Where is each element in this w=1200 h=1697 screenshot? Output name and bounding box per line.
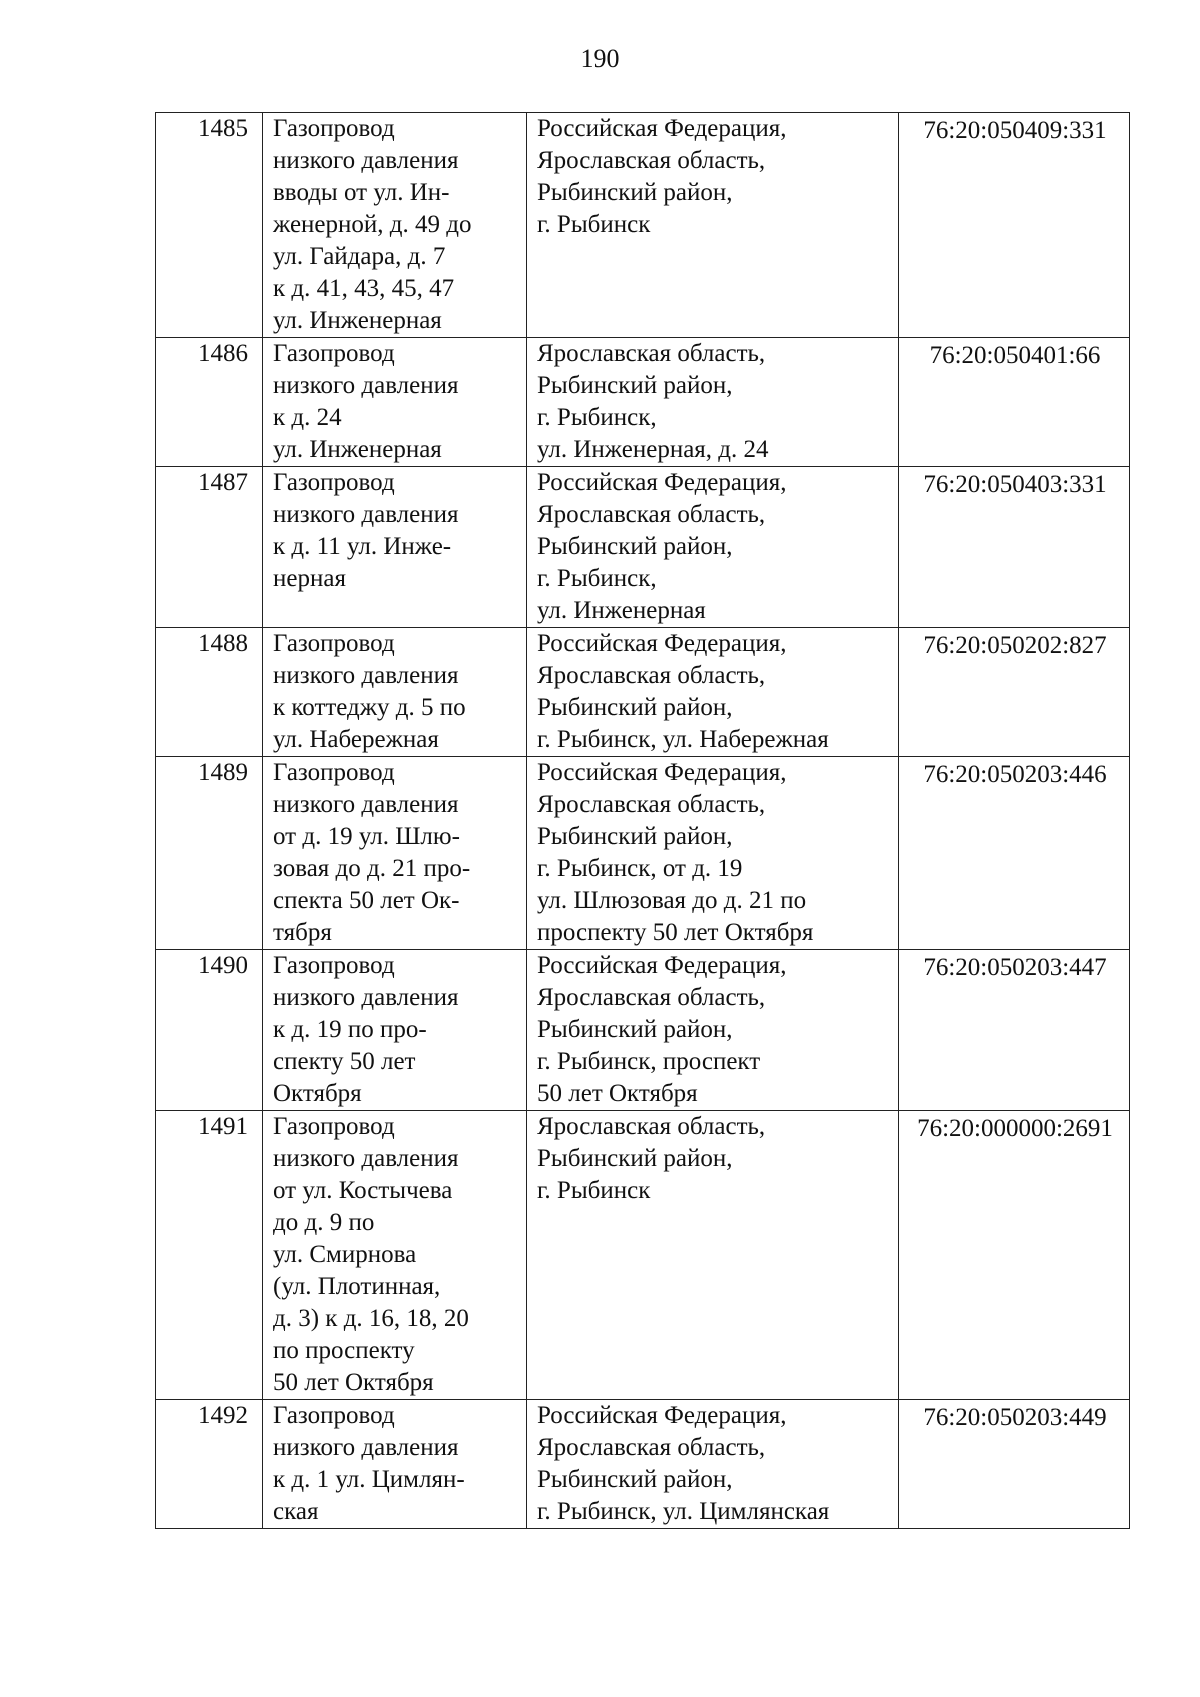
object-name-cell xyxy=(263,1400,527,1529)
table-row xyxy=(156,467,1130,628)
object-name-line: зовая до д. 21 про- xyxy=(273,855,471,882)
address-line: Рыбинский район, xyxy=(537,533,733,560)
object-name-line: от ул. Костычева xyxy=(273,1177,453,1204)
object-name-line: низкого давления xyxy=(273,791,459,818)
object-name-line: к д. 1 ул. Цимлян- xyxy=(273,1466,465,1493)
address-line: ул. Инженерная, д. 24 xyxy=(537,436,769,463)
address-cell xyxy=(527,113,899,338)
row-number-cell: 1490 xyxy=(156,950,263,1111)
object-name-line: (ул. Плотинная, xyxy=(273,1273,441,1300)
object-name-line: ул. Гайдара, д. 7 xyxy=(273,243,446,270)
address-line: Российская Федерация, xyxy=(537,759,787,786)
object-name-cell xyxy=(263,628,527,757)
object-name-line: 50 лет Октября xyxy=(273,1369,434,1396)
address-line: г. Рыбинск xyxy=(537,1177,651,1204)
object-name-line: от д. 19 ул. Шлю- xyxy=(273,823,460,850)
address-line: Ярославская область, xyxy=(537,501,766,528)
address-line: г. Рыбинск, ул. Набережная xyxy=(537,726,829,753)
address-line: Российская Федерация, xyxy=(537,1402,787,1429)
object-name-line: спекту 50 лет xyxy=(273,1048,416,1075)
row-number-cell: 1485 xyxy=(156,113,263,338)
object-name-cell xyxy=(263,467,527,628)
cadastral-number-cell: 76:20:050403:331 xyxy=(899,467,1130,628)
object-name-cell xyxy=(263,757,527,950)
address-cell xyxy=(527,950,899,1111)
table-row xyxy=(156,1111,1130,1400)
address-line: Рыбинский район, xyxy=(537,179,733,206)
table-row xyxy=(156,1400,1130,1529)
object-name-line: д. 3) к д. 16, 18, 20 xyxy=(273,1305,469,1332)
cadastral-number-cell: 76:20:050202:827 xyxy=(899,628,1130,757)
register-table-body xyxy=(156,113,1130,1529)
object-name-line: спекта 50 лет Ок- xyxy=(273,887,460,914)
row-number-cell: 1489 xyxy=(156,757,263,950)
address-line: Рыбинский район, xyxy=(537,694,733,721)
object-name-line: Газопровод xyxy=(273,630,395,657)
object-name-line: ская xyxy=(273,1498,319,1525)
row-number-cell: 1487 xyxy=(156,467,263,628)
address-cell xyxy=(527,628,899,757)
address-line: Рыбинский район, xyxy=(537,823,733,850)
address-line: г. Рыбинск, xyxy=(537,404,657,431)
table-row xyxy=(156,113,1130,338)
address-cell xyxy=(527,1400,899,1529)
address-line: проспекту 50 лет Октября xyxy=(537,919,814,946)
address-line: Ярославская область, xyxy=(537,147,766,174)
address-line: Рыбинский район, xyxy=(537,1145,733,1172)
address-line: ул. Инженерная xyxy=(537,597,706,624)
object-name-line: к д. 11 ул. Инже- xyxy=(273,533,452,560)
address-line: Ярославская область, xyxy=(537,984,766,1011)
address-cell xyxy=(527,757,899,950)
object-name-line: Газопровод xyxy=(273,1113,395,1140)
row-number-cell: 1488 xyxy=(156,628,263,757)
address-cell xyxy=(527,1111,899,1400)
object-name-line: нерная xyxy=(273,565,346,592)
address-line: Ярославская область, xyxy=(537,1113,766,1140)
table-row xyxy=(156,950,1130,1111)
address-line: г. Рыбинск, ул. Цимлянская xyxy=(537,1498,830,1525)
object-name-line: низкого давления xyxy=(273,147,459,174)
object-name-cell xyxy=(263,113,527,338)
table-row xyxy=(156,757,1130,950)
cadastral-number-cell: 76:20:050203:447 xyxy=(899,950,1130,1111)
object-name-line: низкого давления xyxy=(273,372,459,399)
object-name-line: низкого давления xyxy=(273,1434,459,1461)
object-name-line: Газопровод xyxy=(273,115,395,142)
table-row xyxy=(156,628,1130,757)
address-line: Российская Федерация, xyxy=(537,469,787,496)
cadastral-number-cell: 76:20:050203:446 xyxy=(899,757,1130,950)
address-line: г. Рыбинск xyxy=(537,211,651,238)
object-name-line: к д. 19 по про- xyxy=(273,1016,427,1043)
address-cell xyxy=(527,338,899,467)
object-name-line: низкого давления xyxy=(273,1145,459,1172)
object-name-cell xyxy=(263,950,527,1111)
address-line: г. Рыбинск, от д. 19 xyxy=(537,855,743,882)
object-name-cell xyxy=(263,338,527,467)
object-name-line: Газопровод xyxy=(273,759,395,786)
table-row xyxy=(156,338,1130,467)
object-name-line: низкого давления xyxy=(273,501,459,528)
address-line: Ярославская область, xyxy=(537,1434,766,1461)
object-name-cell xyxy=(263,1111,527,1400)
object-name-line: Газопровод xyxy=(273,340,395,367)
object-name-line: низкого давления xyxy=(273,984,459,1011)
address-line: Российская Федерация, xyxy=(537,952,787,979)
page-number: 190 xyxy=(580,44,620,73)
object-name-line: по проспекту xyxy=(273,1337,415,1364)
cadastral-number-cell: 76:20:050203:449 xyxy=(899,1400,1130,1529)
cadastral-number-cell: 76:20:050409:331 xyxy=(899,113,1130,338)
address-line: Рыбинский район, xyxy=(537,1016,733,1043)
object-name-line: к д. 41, 43, 45, 47 xyxy=(273,275,455,302)
object-name-line: ул. Инженерная xyxy=(273,307,442,334)
address-line: Рыбинский район, xyxy=(537,1466,733,1493)
object-name-line: ул. Смирнова xyxy=(273,1241,417,1268)
row-number-cell: 1491 xyxy=(156,1111,263,1400)
object-name-line: ул. Набережная xyxy=(273,726,439,753)
address-line: Ярославская область, xyxy=(537,662,766,689)
row-number-cell: 1486 xyxy=(156,338,263,467)
address-line: г. Рыбинск, проспект xyxy=(537,1048,761,1075)
address-line: Ярославская область, xyxy=(537,340,766,367)
object-name-line: к д. 24 xyxy=(273,404,342,431)
object-name-line: Газопровод xyxy=(273,952,395,979)
object-name-line: женерной, д. 49 до xyxy=(273,211,472,238)
row-number-cell: 1492 xyxy=(156,1400,263,1529)
object-name-line: тября xyxy=(273,919,332,946)
object-name-line: ул. Инженерная xyxy=(273,436,442,463)
cadastral-number-cell: 76:20:050401:66 xyxy=(899,338,1130,467)
address-cell xyxy=(527,467,899,628)
address-line: Рыбинский район, xyxy=(537,372,733,399)
object-name-line: Газопровод xyxy=(273,1402,395,1429)
register-table xyxy=(155,112,1130,1529)
address-line: ул. Шлюзовая до д. 21 по xyxy=(537,887,807,914)
address-line: Ярославская область, xyxy=(537,791,766,818)
address-line: г. Рыбинск, xyxy=(537,565,657,592)
object-name-line: низкого давления xyxy=(273,662,459,689)
cadastral-number-cell: 76:20:000000:2691 xyxy=(899,1111,1130,1400)
object-name-line: вводы от ул. Ин- xyxy=(273,179,450,206)
address-line: Российская Федерация, xyxy=(537,115,787,142)
address-line: Российская Федерация, xyxy=(537,630,787,657)
object-name-line: к коттеджу д. 5 по xyxy=(273,694,466,721)
address-line: 50 лет Октября xyxy=(537,1080,698,1107)
object-name-line: Октября xyxy=(273,1080,362,1107)
object-name-line: Газопровод xyxy=(273,469,395,496)
object-name-line: до д. 9 по xyxy=(273,1209,375,1236)
